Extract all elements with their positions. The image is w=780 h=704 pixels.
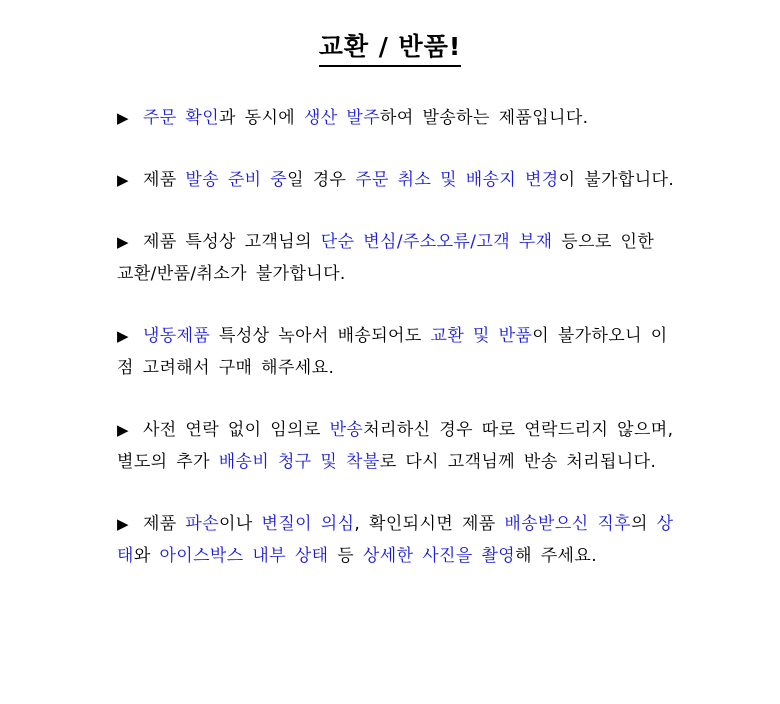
segment: 일 경우 (287, 170, 356, 190)
bullet-triangle-icon: ▶ (117, 171, 129, 189)
bullet-triangle-icon: ▶ (117, 327, 129, 345)
segment: 등으로 인한 교환/반품/취소가 불가합니다. (117, 232, 655, 284)
bullet-triangle-icon: ▶ (117, 515, 129, 533)
segment: 아이스박스 내부 상태 (159, 546, 329, 566)
segment: 주문 확인 (142, 108, 220, 128)
segment: 로 다시 고객님께 반송 처리됩니다. (379, 452, 657, 472)
segment: 생산 발주 (303, 108, 381, 128)
segment: 배송받으신 직후 (504, 514, 631, 534)
segment: 하여 발송하는 제품입니다. (380, 108, 589, 128)
segment: 의 (630, 514, 657, 534)
title-container (0, 0, 780, 67)
policy-item (117, 320, 677, 384)
segment: 이나 (219, 514, 262, 534)
segment: 특성상 녹아서 배송되어도 (210, 326, 431, 346)
bullet-triangle-icon: ▶ (117, 109, 129, 127)
policy-item (117, 508, 677, 572)
policy-item (117, 226, 677, 290)
segment: 제품 (142, 514, 186, 534)
segment: 변질이 의심 (261, 514, 355, 534)
segment: 사전 연락 없이 임의로 (142, 420, 330, 440)
policy-list (117, 102, 677, 572)
segment: 단순 변심/주소오류/고객 부재 (320, 232, 553, 252)
segment: 상세한 사진을 촬영 (362, 546, 516, 566)
bullet-triangle-icon: ▶ (117, 233, 129, 251)
segment: 해 주세요. (515, 546, 598, 566)
policy-item (117, 414, 677, 478)
segment: 처리하신 경우 따로 연락드리지 않으며, 별도의 추가 (117, 420, 674, 472)
segment: 제품 (142, 170, 186, 190)
segment: 등 (328, 546, 363, 566)
segment: 교환 및 반품 (430, 326, 533, 346)
policy-item (117, 164, 677, 196)
policy-item (117, 102, 677, 134)
segment: 와 (133, 546, 160, 566)
segment: 배송비 청구 및 착불 (218, 452, 380, 472)
segment: 이 불가하오니 이점 고려해서 구매 해주세요. (117, 326, 668, 378)
segment: 상태 (117, 514, 674, 566)
segment: 과 동시에 (219, 108, 304, 128)
bullet-triangle-icon: ▶ (117, 421, 129, 439)
segment: 반송 (329, 420, 364, 440)
segment: , 확인되시면 제품 (354, 514, 505, 534)
segment: 파손 (185, 514, 220, 534)
page-title: 교환 / 반품! (319, 30, 462, 67)
segment: 냉동제품 (142, 326, 211, 346)
segment: 주문 취소 및 배송지 변경 (355, 170, 559, 190)
segment: 제품 특성상 고객님의 (142, 232, 321, 252)
segment: 발송 준비 중 (185, 170, 288, 190)
segment: 이 불가합니다. (558, 170, 675, 190)
